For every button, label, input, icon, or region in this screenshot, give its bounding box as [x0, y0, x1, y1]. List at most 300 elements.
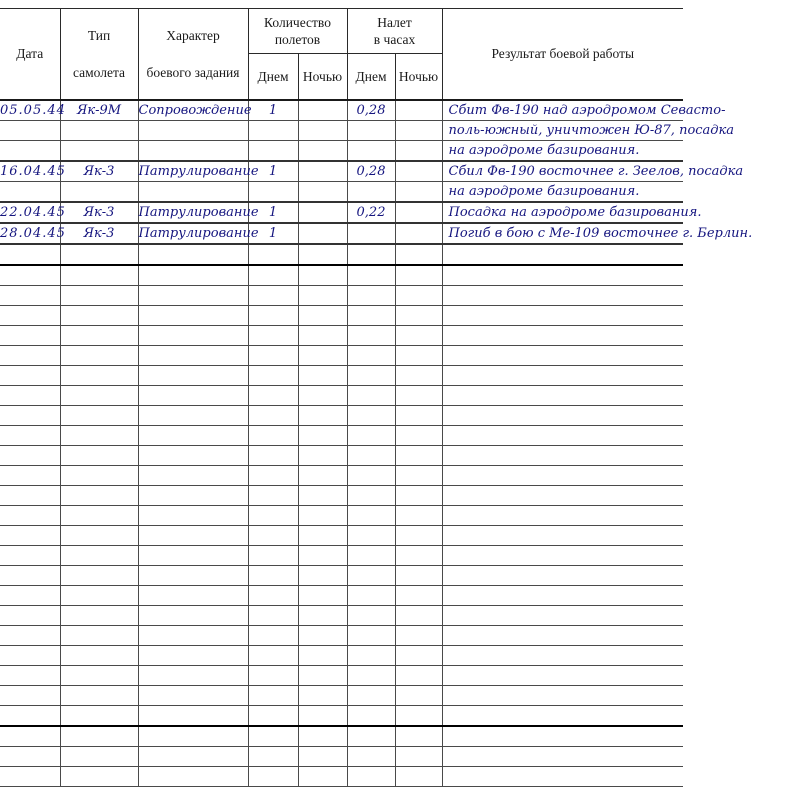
cell-result-line — [442, 706, 683, 727]
cell-result-line — [442, 286, 683, 306]
cell-hours-day — [347, 286, 395, 306]
cell-hours-day — [347, 546, 395, 566]
cell-flights-night — [298, 100, 347, 121]
cell-flights-night — [298, 265, 347, 286]
cell-aircraft-type — [60, 626, 138, 646]
cell-hours-day — [347, 767, 395, 787]
cell-result-line — [442, 666, 683, 686]
cell-aircraft-type — [60, 606, 138, 626]
cell-hours-night — [395, 626, 442, 646]
header-flights-group — [248, 9, 347, 54]
cell-mission: Патрулирование — [138, 161, 248, 182]
cell-result-line — [442, 244, 683, 265]
cell-result-line — [442, 346, 683, 366]
header-type-line2: самолета — [72, 64, 126, 80]
cell-aircraft-type: Як-3 — [60, 161, 138, 182]
cell-hours-day — [347, 566, 395, 586]
cell-flights-night — [298, 202, 347, 223]
cell-flights-day — [248, 326, 298, 346]
empty-log-row — [0, 686, 683, 706]
cell-flights-night — [298, 526, 347, 546]
cell-hours-night — [395, 182, 442, 203]
header-result — [442, 9, 683, 101]
cell-hours-night — [395, 486, 442, 506]
empty-log-row — [0, 286, 683, 306]
empty-log-row — [0, 747, 683, 767]
cell-flights-day — [248, 265, 298, 286]
cell-hours-day — [347, 386, 395, 406]
cell-flights-day — [248, 446, 298, 466]
cell-date — [0, 606, 60, 626]
cell-aircraft-type — [60, 726, 138, 747]
log-row — [0, 141, 683, 162]
header-aircraft-type — [60, 9, 138, 101]
cell-mission — [138, 326, 248, 346]
cell-aircraft-type — [60, 666, 138, 686]
cell-mission — [138, 586, 248, 606]
cell-aircraft-type: Як-3 — [60, 223, 138, 244]
cell-flights-day — [248, 566, 298, 586]
cell-flights-day — [248, 486, 298, 506]
cell-mission: Сопровождение — [138, 100, 248, 121]
cell-flights-night — [298, 666, 347, 686]
cell-hours-night — [395, 566, 442, 586]
empty-log-row — [0, 426, 683, 446]
header-mission-line1: Характер — [166, 27, 220, 43]
cell-mission — [138, 406, 248, 426]
cell-flights-day — [248, 244, 298, 265]
cell-result-line: на аэродроме базирования. — [442, 182, 683, 203]
cell-hours-night — [395, 706, 442, 727]
empty-log-row — [0, 244, 683, 265]
cell-aircraft-type — [60, 706, 138, 727]
cell-hours-day — [347, 466, 395, 486]
cell-aircraft-type — [60, 265, 138, 286]
cell-mission — [138, 121, 248, 141]
cell-flights-night — [298, 406, 347, 426]
cell-flights-day: 1 — [248, 161, 298, 182]
cell-hours-night — [395, 406, 442, 426]
cell-flights-night — [298, 386, 347, 406]
empty-log-row — [0, 626, 683, 646]
cell-mission — [138, 306, 248, 326]
cell-hours-night — [395, 100, 442, 121]
empty-log-row — [0, 726, 683, 747]
cell-flights-night — [298, 586, 347, 606]
cell-aircraft-type — [60, 546, 138, 566]
cell-hours-day — [347, 606, 395, 626]
cell-hours-day — [347, 121, 395, 141]
cell-mission — [138, 486, 248, 506]
cell-mission — [138, 386, 248, 406]
header-flights-day: Днем — [248, 54, 298, 101]
cell-result-line: Посадка на аэродроме базирования. — [442, 202, 683, 223]
empty-log-row — [0, 486, 683, 506]
cell-mission — [138, 606, 248, 626]
empty-log-row — [0, 406, 683, 426]
cell-hours-day — [347, 506, 395, 526]
cell-date — [0, 265, 60, 286]
cell-flights-night — [298, 606, 347, 626]
cell-hours-day — [347, 306, 395, 326]
cell-flights-day — [248, 286, 298, 306]
cell-flights-night — [298, 546, 347, 566]
cell-aircraft-type — [60, 244, 138, 265]
cell-date — [0, 726, 60, 747]
cell-aircraft-type: Як-3 — [60, 202, 138, 223]
empty-log-row — [0, 546, 683, 566]
combat-log-table — [0, 8, 753, 787]
cell-aircraft-type — [60, 486, 138, 506]
cell-aircraft-type — [60, 141, 138, 162]
cell-mission — [138, 506, 248, 526]
cell-date — [0, 466, 60, 486]
cell-hours-day — [347, 526, 395, 546]
log-row — [0, 121, 683, 141]
cell-mission — [138, 466, 248, 486]
cell-flights-night — [298, 726, 347, 747]
header-flights-line2: полетов — [274, 31, 321, 47]
empty-log-row — [0, 767, 683, 787]
cell-date: 05.05.44 — [0, 100, 60, 121]
cell-flights-day: 1 — [248, 100, 298, 121]
cell-mission — [138, 726, 248, 747]
cell-mission — [138, 244, 248, 265]
cell-mission — [138, 346, 248, 366]
cell-flights-day: 1 — [248, 223, 298, 244]
cell-hours-night — [395, 426, 442, 446]
cell-aircraft-type — [60, 406, 138, 426]
cell-flights-day — [248, 466, 298, 486]
cell-hours-day — [347, 141, 395, 162]
cell-flights-night — [298, 306, 347, 326]
cell-hours-day — [347, 346, 395, 366]
empty-log-row — [0, 306, 683, 326]
cell-date — [0, 486, 60, 506]
cell-flights-night — [298, 121, 347, 141]
cell-result-line: Погиб в бою с Ме-109 восточнее г. Берлин. — [442, 223, 683, 244]
cell-mission — [138, 286, 248, 306]
log-body — [0, 100, 753, 787]
cell-flights-night — [298, 446, 347, 466]
header-hours-line1: Налет — [377, 14, 412, 30]
log-row — [0, 100, 683, 121]
cell-hours-day: 0,22 — [347, 202, 395, 223]
cell-flights-night — [298, 346, 347, 366]
cell-hours-day — [347, 406, 395, 426]
cell-flights-day — [248, 726, 298, 747]
cell-mission — [138, 566, 248, 586]
header-type-line1: Тип — [87, 27, 111, 43]
cell-mission — [138, 546, 248, 566]
cell-aircraft-type — [60, 646, 138, 666]
cell-aircraft-type — [60, 346, 138, 366]
cell-mission — [138, 706, 248, 727]
cell-aircraft-type — [60, 182, 138, 203]
cell-hours-day — [347, 646, 395, 666]
cell-mission — [138, 646, 248, 666]
cell-flights-night — [298, 506, 347, 526]
cell-flights-night — [298, 706, 347, 727]
cell-result-line — [442, 326, 683, 346]
cell-flights-day — [248, 141, 298, 162]
cell-aircraft-type — [60, 767, 138, 787]
cell-flights-day — [248, 586, 298, 606]
cell-flights-day — [248, 121, 298, 141]
cell-flights-night — [298, 646, 347, 666]
cell-result-line — [442, 486, 683, 506]
cell-hours-night — [395, 526, 442, 546]
cell-aircraft-type — [60, 121, 138, 141]
empty-log-row — [0, 606, 683, 626]
cell-date — [0, 767, 60, 787]
cell-date — [0, 286, 60, 306]
header-date-label: Дата — [16, 46, 44, 61]
cell-flights-night — [298, 161, 347, 182]
empty-log-row — [0, 646, 683, 666]
cell-flights-day — [248, 546, 298, 566]
cell-date — [0, 326, 60, 346]
log-row — [0, 161, 683, 182]
cell-result-line — [442, 306, 683, 326]
empty-log-row — [0, 346, 683, 366]
cell-result-line — [442, 426, 683, 446]
cell-flights-night — [298, 244, 347, 265]
cell-mission — [138, 526, 248, 546]
header-date — [0, 9, 60, 101]
cell-flights-night — [298, 747, 347, 767]
cell-flights-night — [298, 141, 347, 162]
cell-mission — [138, 182, 248, 203]
cell-flights-night — [298, 182, 347, 203]
cell-flights-day — [248, 666, 298, 686]
cell-date: 22.04.45 — [0, 202, 60, 223]
cell-hours-night — [395, 726, 442, 747]
cell-aircraft-type — [60, 366, 138, 386]
cell-date — [0, 566, 60, 586]
cell-hours-night — [395, 161, 442, 182]
cell-result-line — [442, 646, 683, 666]
empty-log-row — [0, 506, 683, 526]
empty-log-row — [0, 526, 683, 546]
cell-hours-day — [347, 666, 395, 686]
cell-flights-night — [298, 626, 347, 646]
cell-flights-day — [248, 706, 298, 727]
empty-log-row — [0, 366, 683, 386]
cell-hours-night — [395, 346, 442, 366]
empty-log-row — [0, 466, 683, 486]
cell-aircraft-type — [60, 506, 138, 526]
cell-result-line — [442, 386, 683, 406]
cell-date — [0, 366, 60, 386]
cell-date — [0, 446, 60, 466]
cell-date — [0, 526, 60, 546]
cell-date — [0, 666, 60, 686]
cell-mission — [138, 626, 248, 646]
cell-result-line — [442, 566, 683, 586]
cell-aircraft-type — [60, 526, 138, 546]
cell-result-line — [442, 606, 683, 626]
cell-flights-night — [298, 686, 347, 706]
cell-flights-day: 1 — [248, 202, 298, 223]
empty-log-row — [0, 386, 683, 406]
cell-flights-night — [298, 466, 347, 486]
cell-flights-day — [248, 526, 298, 546]
cell-flights-day — [248, 406, 298, 426]
cell-aircraft-type — [60, 446, 138, 466]
cell-hours-day — [347, 366, 395, 386]
header-hours-group — [347, 9, 442, 54]
cell-result-line — [442, 446, 683, 466]
empty-log-row — [0, 706, 683, 727]
cell-result-line — [442, 506, 683, 526]
cell-hours-day — [347, 182, 395, 203]
cell-date — [0, 121, 60, 141]
cell-hours-night — [395, 466, 442, 486]
cell-flights-day — [248, 386, 298, 406]
cell-flights-day — [248, 747, 298, 767]
cell-result-line — [442, 726, 683, 747]
cell-hours-day — [347, 223, 395, 244]
cell-date — [0, 506, 60, 526]
cell-flights-day — [248, 626, 298, 646]
cell-mission — [138, 666, 248, 686]
cell-flights-night — [298, 767, 347, 787]
cell-result-line — [442, 747, 683, 767]
cell-hours-day — [347, 726, 395, 747]
table-header — [0, 9, 683, 101]
cell-date: 28.04.45 — [0, 223, 60, 244]
empty-log-row — [0, 446, 683, 466]
cell-aircraft-type — [60, 426, 138, 446]
header-mission — [138, 9, 248, 101]
cell-hours-night — [395, 366, 442, 386]
cell-aircraft-type — [60, 747, 138, 767]
header-flights-line1: Количество — [264, 14, 331, 30]
cell-hours-day — [347, 626, 395, 646]
cell-date — [0, 244, 60, 265]
cell-date — [0, 406, 60, 426]
cell-flights-day — [248, 306, 298, 326]
cell-flights-night — [298, 566, 347, 586]
cell-hours-day — [347, 706, 395, 727]
cell-mission — [138, 366, 248, 386]
cell-result-line: Сбит Фв-190 над аэродромом Севасто- — [442, 100, 683, 121]
cell-hours-night — [395, 244, 442, 265]
cell-mission — [138, 141, 248, 162]
cell-mission — [138, 686, 248, 706]
log-row — [0, 182, 683, 203]
cell-hours-day — [347, 686, 395, 706]
cell-hours-night — [395, 265, 442, 286]
cell-hours-day: 0,28 — [347, 100, 395, 121]
cell-hours-night — [395, 121, 442, 141]
cell-flights-day — [248, 506, 298, 526]
cell-flights-day — [248, 366, 298, 386]
cell-flights-night — [298, 366, 347, 386]
cell-result-line: поль-южный, уничтожен Ю-87, посадка — [442, 121, 683, 141]
cell-hours-night — [395, 446, 442, 466]
cell-flights-day — [248, 646, 298, 666]
cell-hours-night — [395, 586, 442, 606]
cell-flights-day — [248, 767, 298, 787]
cell-flights-day — [248, 346, 298, 366]
cell-date — [0, 626, 60, 646]
cell-hours-night — [395, 767, 442, 787]
cell-flights-night — [298, 223, 347, 244]
cell-result-line — [442, 767, 683, 787]
cell-hours-day — [347, 265, 395, 286]
cell-hours-day — [347, 446, 395, 466]
cell-result-line — [442, 546, 683, 566]
cell-aircraft-type — [60, 326, 138, 346]
empty-log-row — [0, 586, 683, 606]
cell-hours-day — [347, 586, 395, 606]
cell-result-line — [442, 686, 683, 706]
cell-flights-day — [248, 426, 298, 446]
cell-date — [0, 546, 60, 566]
cell-aircraft-type — [60, 566, 138, 586]
cell-aircraft-type — [60, 386, 138, 406]
cell-result-line — [442, 526, 683, 546]
cell-result-line — [442, 406, 683, 426]
cell-hours-day — [347, 426, 395, 446]
cell-flights-night — [298, 426, 347, 446]
cell-mission — [138, 265, 248, 286]
header-flights-night: Ночью — [298, 54, 347, 101]
cell-hours-day — [347, 486, 395, 506]
cell-date — [0, 747, 60, 767]
cell-hours-night — [395, 666, 442, 686]
cell-mission — [138, 767, 248, 787]
cell-hours-night — [395, 223, 442, 244]
cell-hours-night — [395, 202, 442, 223]
cell-hours-night — [395, 606, 442, 626]
cell-date — [0, 646, 60, 666]
cell-aircraft-type: Як-9М — [60, 100, 138, 121]
header-hours-day: Днем — [347, 54, 395, 101]
cell-flights-day — [248, 182, 298, 203]
header-hours-line2: в часах — [373, 31, 416, 47]
cell-hours-night — [395, 546, 442, 566]
cell-date — [0, 182, 60, 203]
log-row — [0, 223, 683, 244]
cell-flights-day — [248, 606, 298, 626]
empty-log-row — [0, 265, 683, 286]
cell-flights-night — [298, 486, 347, 506]
cell-hours-day — [347, 326, 395, 346]
cell-hours-night — [395, 646, 442, 666]
cell-result-line — [442, 265, 683, 286]
cell-hours-night — [395, 747, 442, 767]
cell-aircraft-type — [60, 466, 138, 486]
cell-hours-night — [395, 506, 442, 526]
cell-aircraft-type — [60, 686, 138, 706]
cell-hours-night — [395, 141, 442, 162]
cell-hours-night — [395, 286, 442, 306]
empty-log-row — [0, 566, 683, 586]
cell-mission — [138, 747, 248, 767]
empty-log-row — [0, 326, 683, 346]
cell-date — [0, 306, 60, 326]
cell-mission: Патрулирование — [138, 202, 248, 223]
cell-result-line — [442, 466, 683, 486]
cell-date: 16.04.45 — [0, 161, 60, 182]
cell-result-line — [442, 586, 683, 606]
cell-flights-day — [248, 686, 298, 706]
cell-aircraft-type — [60, 306, 138, 326]
cell-date — [0, 706, 60, 727]
